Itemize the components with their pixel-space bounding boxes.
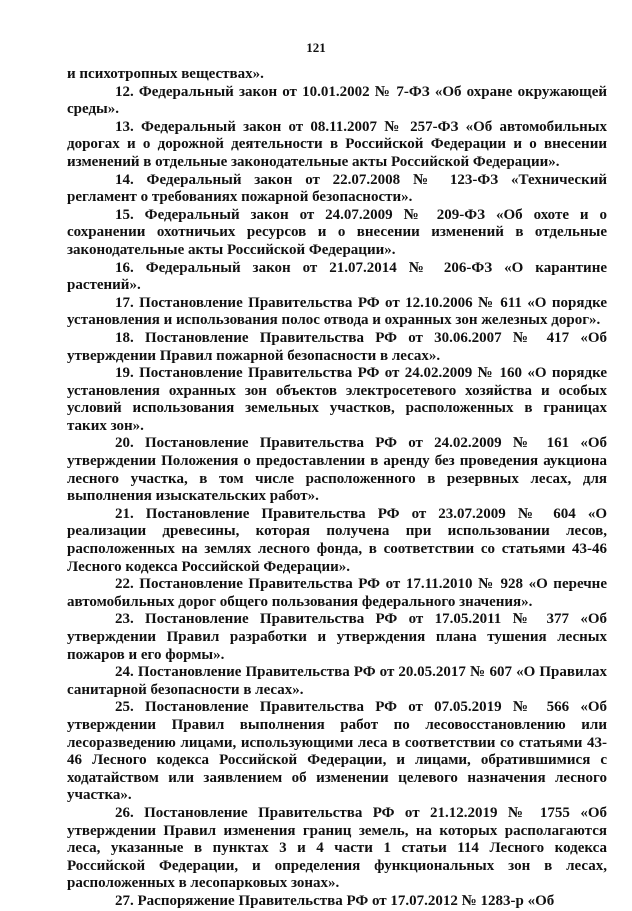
list-item-16: 16. Федеральный закон от 21.07.2014 № 206-ФЗ «О карантине растений». xyxy=(67,259,607,294)
list-item-21: 21. Постановление Правительства РФ от 23.07.2009 № 604 «О реализации древесины, которая получена при использовании лесов, расположенных на землях лесного фонда, в соответствии со статьями 43-46 Лесного кодекса Российской Федерации». xyxy=(67,505,607,575)
list-item-27: 27. Распоряжение Правительства РФ от 17.07.2012 № 1283-р «Об xyxy=(115,892,555,909)
list-item-12: 12. Федеральный закон от 10.01.2002 № 7-ФЗ «Об охране окружающей среды». xyxy=(67,83,607,118)
list-item-18: 18. Постановление Правительства РФ от 30.06.2007 № 417 «Об утверждении Правил пожарной безопасности в лесах». xyxy=(67,329,607,364)
page-number: 121 xyxy=(306,40,326,55)
paragraph-continuation: и психотропных веществах». xyxy=(67,66,264,82)
list-item-23: 23. Постановление Правительства РФ от 17.05.2011 № 377 «Об утверждении Правил разработки и утверждения плана тушения лесных пожаров и его формы». xyxy=(67,611,607,663)
list-item-13: 13. Федеральный закон от 08.11.2007 № 257-ФЗ «Об автомобильных дорогах и о дорожной деятельности в Российской Федерации и о внесении изменений в отдельные законодательные акты Российской Федерации». xyxy=(67,118,607,170)
list-item-24: 24. Постановление Правительства РФ от 20.05.2017 № 607 «О Правилах санитарной безопасности в лесах». xyxy=(67,664,607,698)
list-item-19: 19. Постановление Правительства РФ от 24.02.2009 № 160 «О порядке установления охранных зон объектов электросетевого хозяйства и особых условий использования земельных участков, расположенных в границах таких зон». xyxy=(67,365,607,434)
list-item-25: 25. Постановление Правительства РФ от 07.05.2019 № 566 «Об утверждении Правил выполнения работ по лесовосстановлению или лесоразведению лицами, использующими леса в соответствии со статьями 43-46 Лесного кодекса Российской Федерации, и лицами, обратившимися с ходатайством или заявлением об изменении целевого назначения лесного участка». xyxy=(67,699,607,804)
list-item-22: 22. Постановление Правительства РФ от 17.11.2010 № 928 «О перечне автомобильных дорог общего пользования федерального значения». xyxy=(67,576,607,610)
list-item-26: 26. Постановление Правительства РФ от 21.12.2019 № 1755 «Об утверждении Правил изменения границ земель, на которых располагаются леса, указанные в пунктах 3 и 4 части 1 статьи 114 Лесного кодекса Российской Федерации, и определения функциональных зон в лесах, расположенных в лесопарковых зонах». xyxy=(67,804,607,892)
list-item-15: 15. Федеральный закон от 24.07.2009 № 209-ФЗ «Об охоте и о сохранении охотничьих ресурсов и о внесении изменений в отдельные законодательные акты Российской Федерации». xyxy=(67,206,607,258)
list-item-17: 17. Постановление Правительства РФ от 12.10.2006 № 611 «О порядке установления и использования полос отвода и охранных зон железных дорог». xyxy=(67,294,607,329)
list-item-20: 20. Постановление Правительства РФ от 24.02.2009 № 161 «Об утверждении Положения о предоставлении в аренду без проведения аукциона лесного участка, в том числе расположенного в резервных лесах, для выполнения изыскательских работ». xyxy=(67,435,607,505)
document-body xyxy=(67,66,607,911)
list-item-14: 14. Федеральный закон от 22.07.2008 № 123-ФЗ «Технический регламент о требованиях пожарной безопасности». xyxy=(67,171,607,206)
